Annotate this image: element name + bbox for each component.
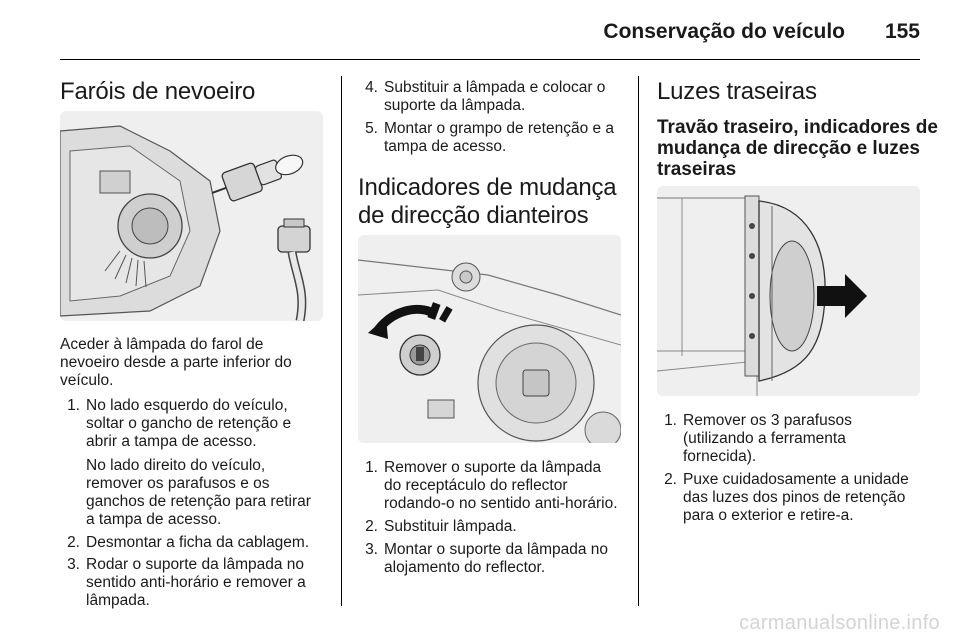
list-item: 1. Remover os 3 parafusos (utilizando a ferramenta fornecida). xyxy=(664,412,852,465)
running-header-title: Conservação do veículo xyxy=(603,20,845,43)
watermark: carmanualsonline.info xyxy=(739,612,940,634)
list-item: 3. Montar o suporte da lâmpada no alojamento do reflector. xyxy=(365,541,609,576)
subsection-heading-line1: Travão traseiro, indicadores de xyxy=(657,117,938,138)
subsection-heading-line3: traseiras xyxy=(657,159,737,180)
page-number: 155 xyxy=(884,20,920,43)
section-heading-front-indicators: Indicadores de mudança xyxy=(358,174,617,201)
subsection-heading-line2: mudança de direcção e luzes xyxy=(657,138,920,159)
list-item: 2. Puxe cuidadosamente a unidade das luzes dos pinos de retenção para o exterior e retire-a. xyxy=(664,471,909,524)
section-heading-front-indicators-line2: de direcção dianteiros xyxy=(358,202,589,229)
header-rule xyxy=(60,59,920,60)
list-item: 1. Remover o suporte da lâmpada do receptáculo do reflector rodando-o no sentido anti-horário. xyxy=(365,459,618,512)
list-item: 4. Substituir a lâmpada e colocar o suporte da lâmpada. xyxy=(365,79,606,114)
fog-light-bulb-illustration xyxy=(60,111,323,321)
section-heading-fog-lights: Faróis de nevoeiro xyxy=(60,78,256,105)
column-divider xyxy=(638,76,639,606)
list-item: 2. Desmontar a ficha da cablagem. xyxy=(67,534,310,551)
list-item: 3. Rodar o suporte da lâmpada no sentido anti-horário e remover a lâmpada. xyxy=(67,556,306,609)
front-indicator-illustration xyxy=(358,235,621,443)
section-heading-rear-lights: Luzes traseiras xyxy=(657,78,817,105)
list-item: 5. Montar o grampo de retenção e a tampa de acesso. xyxy=(365,120,615,155)
list-item: 2. Substituir lâmpada. xyxy=(365,518,517,535)
rear-light-illustration xyxy=(657,186,920,396)
list-item: 1. No lado esquerdo do veículo, soltar o gancho de retenção e abrir a tampa de acesso. xyxy=(67,397,292,450)
list-item: No lado direito do veículo, remover os parafusos e os ganchos de retenção para retirar a tampa de acesso. xyxy=(86,457,311,528)
